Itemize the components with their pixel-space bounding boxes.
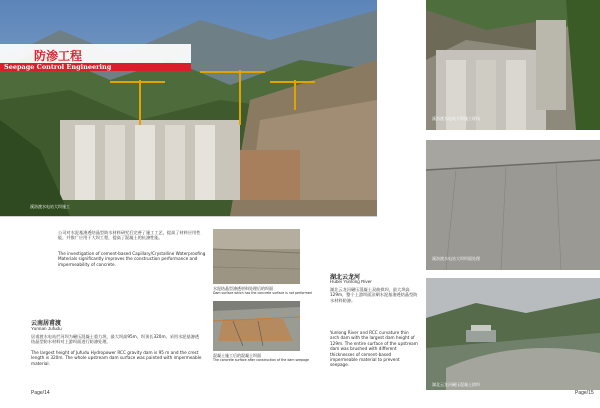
dam-construction-photo xyxy=(426,0,600,130)
header-title-en: Seepage Control Engineering xyxy=(4,62,112,71)
yunnan-cn: 居甫渡水电站拦河坝为碾压混凝土重力坝，最大坝高95m，坝顶长320m，采用水泥基渗透结晶型防水材料对上游坝面进行防渗处理。 xyxy=(31,334,200,345)
dam-surface-photo-art xyxy=(213,229,300,284)
concrete-surface-photo xyxy=(213,301,300,351)
dam-face-caption: 溪洛渡水电站大坝坝面处理 xyxy=(432,256,480,261)
yunnan-en: The largest height of Jufudu Hydropower RCC gravity dam is 95 m and the crest length is 320m. The whole upstream dam surface was painted with impermeable material. xyxy=(31,350,202,366)
intro-cn: 公司对水泥基渗透结晶型防水材料研究后完善了施工工艺，提高了材料应用性能，并推广应用于大坝工程，提高了混凝土的抗渗性能。 xyxy=(58,230,201,241)
page-number-right: Page/15 xyxy=(575,390,594,396)
hubei-title-en: Hubei Yunlong River xyxy=(330,279,372,284)
main-dam-photo-art xyxy=(0,0,377,216)
hubei-title-cn: 湖北云龙河 xyxy=(330,274,361,281)
divider-rule xyxy=(0,216,377,217)
dam-surface-photo xyxy=(213,229,300,284)
yunnan-title-cn: 云南居甫渡 xyxy=(31,320,62,327)
dam-face-photo xyxy=(426,140,600,270)
page-number-left: Page/14 xyxy=(31,390,50,396)
dam-face-photo-art xyxy=(426,140,600,270)
yunnan-title-en: Yunnan Jufudu xyxy=(31,326,62,331)
hubei-en: Yunlong River and RCC curvature thin arch dam with the largest dam height of 129m. The entire surface of the upstream dam was brushed with different thicknesses of cement-based impermeable material to prevent seepage. xyxy=(330,330,418,368)
dam-surface-caption-en: Dam surface which has the concrete surface is not performed xyxy=(213,291,312,295)
concrete-surface-caption-en: The concrete surface after construction of the dam seepage xyxy=(213,358,309,362)
hubei-cn: 湖北云龙河碾压混凝土双曲拱坝，最大坝高129m，整个上游坝面涂刷水泥基渗透结晶型防水材料防渗。 xyxy=(330,287,418,303)
header-title-cn: 防渗工程 xyxy=(34,49,83,63)
dam-construction-photo-art xyxy=(426,0,600,130)
concrete-surface-caption: 混凝土施工后的混凝土坝面 xyxy=(213,353,261,358)
arch-dam-photo-art xyxy=(426,278,600,390)
main-photo-caption: 溪洛渡水电站大坝施工 xyxy=(30,204,70,209)
arch-dam-photo xyxy=(426,278,600,390)
concrete-surface-photo-art xyxy=(213,301,300,351)
arch-dam-caption: 湖北云龙河碾压混凝土拱坝 xyxy=(432,382,480,387)
dam-surface-caption: 水泥结晶型渗透材料处理后的坝面 xyxy=(213,286,273,291)
intro-en: The investigation of cement-based Capillary/Crystalline Waterproofing Materials significantly improves the construction performance and impermeability of concrete. xyxy=(58,251,206,267)
dam-construction-caption: 溪洛渡水电站大坝施工现场 xyxy=(432,116,480,121)
main-dam-photo xyxy=(0,0,377,216)
